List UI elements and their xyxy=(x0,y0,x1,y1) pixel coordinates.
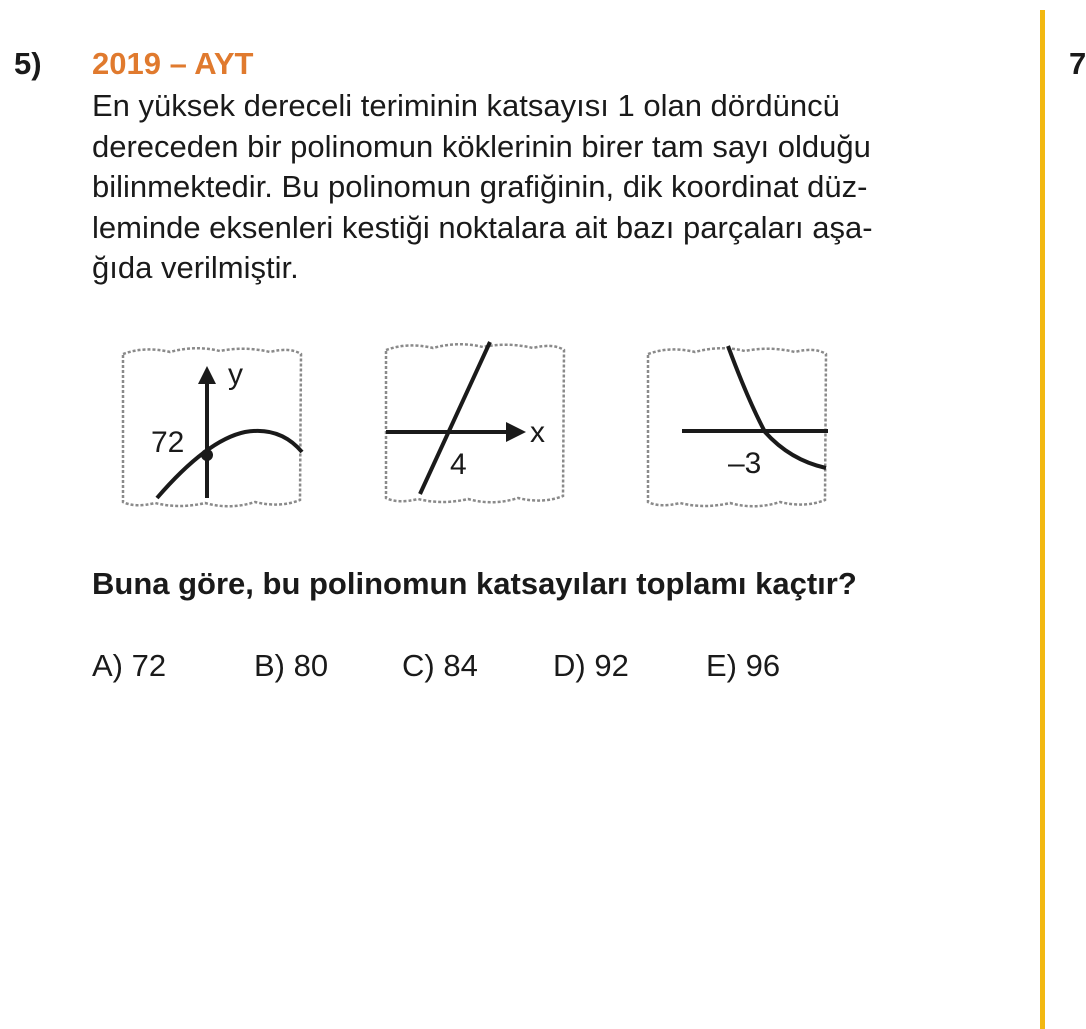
choice-c[interactable] xyxy=(402,648,478,684)
answer-choices xyxy=(0,648,1000,688)
question-text-line: dereceden bir polinomun köklerinin birer tam sayı olduğu xyxy=(92,128,871,164)
question-text-line: leminde eksenleri kestiği noktalara ait bazı parçaları aşa- xyxy=(92,209,873,245)
choice-value: 80 xyxy=(293,648,329,683)
figure-x-intercept-neg3 xyxy=(640,340,835,520)
y-axis-label: y xyxy=(228,358,243,391)
choice-value: 84 xyxy=(443,648,478,683)
choice-value: 92 xyxy=(594,648,629,683)
x-intercept-label: 4 xyxy=(450,448,467,481)
question-text-line: bilinmektedir. Bu polinomun grafiğinin, dik koordinat düz- xyxy=(92,169,868,204)
figure-y-intercept xyxy=(115,340,310,520)
choice-b[interactable] xyxy=(254,648,328,684)
choice-d[interactable] xyxy=(553,648,629,684)
question-prompt: Buna göre, bu polinomun katsayıları toplamı kaçtır? xyxy=(92,566,857,601)
figure-x-intercept-4 xyxy=(378,336,573,516)
x-axis-label: x xyxy=(530,416,545,449)
choice-e[interactable] xyxy=(706,648,780,684)
choice-letter: A) xyxy=(92,648,123,683)
next-question-number: 7 xyxy=(1069,46,1086,81)
question-text xyxy=(92,86,982,289)
choice-letter: D) xyxy=(553,648,586,683)
choice-value: 72 xyxy=(131,648,167,683)
choice-value: 96 xyxy=(745,648,781,683)
question-text-line: En yüksek dereceli teriminin katsayısı 1 olan dördüncü xyxy=(92,88,840,123)
question-source: 2019 – AYT xyxy=(92,46,254,81)
y-axis-arrow xyxy=(198,366,216,384)
choice-letter: B) xyxy=(254,648,285,683)
choice-letter: C) xyxy=(402,648,435,683)
choice-a[interactable] xyxy=(92,648,166,684)
x-intercept-label: –3 xyxy=(728,447,762,480)
figure-frame xyxy=(123,348,301,506)
question-number: 5) xyxy=(14,46,42,81)
intercept-point xyxy=(201,449,213,461)
choice-letter: E) xyxy=(706,648,737,683)
column-divider xyxy=(1040,10,1045,1029)
x-axis-arrow xyxy=(506,422,526,442)
question-text-line: ğıda verilmiştir. xyxy=(92,250,299,285)
y-intercept-label: 72 xyxy=(151,426,185,459)
